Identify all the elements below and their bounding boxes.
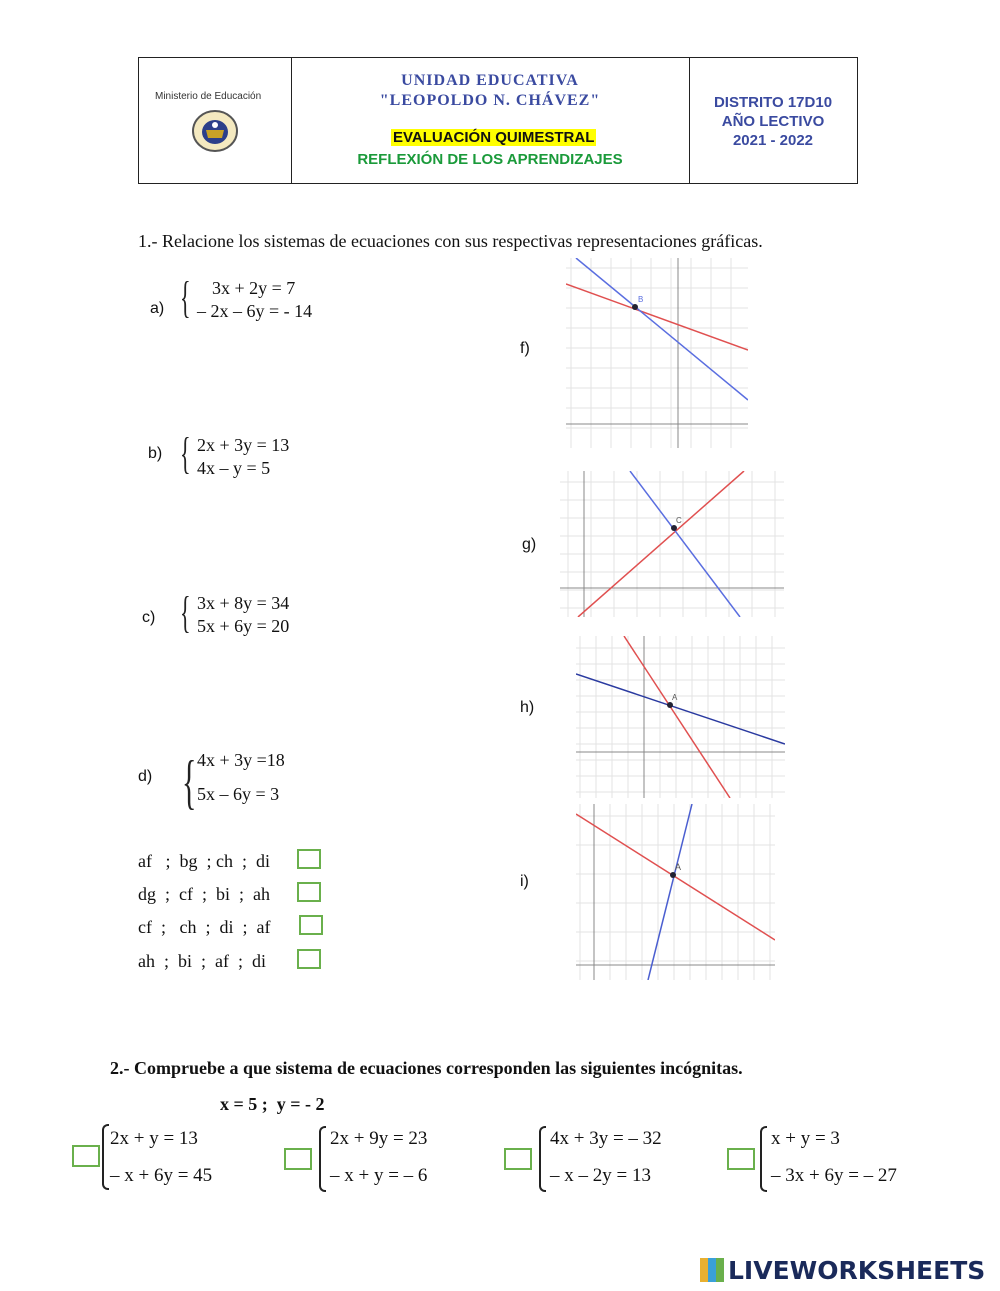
solution-values: [220, 1094, 325, 1115]
system-c-eq1: 3x + 8y = 34: [197, 593, 290, 613]
q2-system-1-brace: [102, 1124, 109, 1190]
option-2-text: dg ; cf ; bi ; ah: [138, 884, 270, 904]
school-seal-logo: [189, 108, 241, 154]
q2-system-4-eq1: x + y = 3: [771, 1128, 840, 1149]
q2-system-3-brace: [539, 1126, 546, 1192]
system-a-eq1: 3x + 2y = 7: [212, 278, 296, 298]
q2-system-1-eq1: 2x + y = 13: [110, 1128, 198, 1149]
q2-system-3-checkbox[interactable]: [504, 1148, 532, 1170]
year-label: AÑO LECTIVO: [721, 113, 825, 130]
graph-h-label: h): [520, 699, 535, 716]
header-table: [138, 57, 858, 184]
q2-system-3-eq1: 4x + 3y = – 32: [550, 1128, 662, 1149]
system-d-brace: {: [182, 749, 197, 815]
graph-g: [560, 471, 784, 617]
graph-g-point: C: [676, 516, 682, 525]
system-b-eq1: 2x + 3y = 13: [197, 435, 290, 455]
system-d-label: d): [138, 768, 153, 785]
q2-system-2-checkbox[interactable]: [284, 1148, 312, 1170]
q2-system-2-eq2: – x + y = – 6: [330, 1165, 428, 1186]
graph-h-point: A: [672, 693, 678, 702]
system-c-label: c): [142, 609, 156, 626]
evaluation-title: EVALUACIÓN QUIMESTRAL: [393, 129, 595, 146]
question-1-prompt: 1.- Relacione los sistemas de ecuaciones con sus respectivas representaciones gráficas.: [138, 231, 763, 251]
liveworksheets-brand[interactable]: LIVEWORKSHEETS: [728, 1256, 986, 1285]
solution-x: x = 5: [220, 1094, 258, 1114]
graph-f-label: f): [520, 340, 530, 357]
option-4-checkbox[interactable]: [297, 949, 321, 969]
reflection-title: REFLEXIÓN DE LOS APRENDIZAJES: [357, 151, 623, 168]
option-1-text: af ; bg ; ch ; di: [138, 851, 270, 871]
system-d-eq2: 5x – 6y = 3: [197, 784, 280, 804]
question-2-prompt: 2.- Compruebe a que sistema de ecuaciones corresponden las siguientes incógnitas.: [110, 1058, 743, 1078]
q2-system-4-brace: [760, 1126, 767, 1192]
system-c-eq2: 5x + 6y = 20: [197, 616, 290, 636]
graph-g-label: g): [522, 536, 537, 553]
header-title-cell: [291, 58, 690, 183]
q2-system-2-brace: [319, 1126, 326, 1192]
graph-f-point: B: [638, 295, 644, 304]
q2-system-4-checkbox[interactable]: [727, 1148, 755, 1170]
graph-i-label: i): [520, 873, 529, 890]
system-c-brace: {: [180, 588, 191, 637]
system-a-eq2: – 2x – 6y = - 14: [197, 301, 313, 321]
option-4-text: ah ; bi ; af ; di: [138, 951, 266, 971]
ministerio-label: Ministerio de Educación: [155, 91, 262, 102]
system-a-brace: {: [180, 273, 191, 322]
option-3-text: cf ; ch ; di ; af: [138, 917, 271, 937]
solution-y: y = - 2: [276, 1094, 325, 1114]
system-a-label: a): [150, 300, 165, 317]
q2-system-1-checkbox[interactable]: [72, 1145, 100, 1167]
graph-f: [566, 258, 748, 448]
graph-i: [576, 804, 775, 980]
liveworksheets-logo-icon: [700, 1258, 724, 1282]
solution-sep: ;: [257, 1094, 277, 1114]
q2-system-2-eq1: 2x + 9y = 23: [330, 1128, 428, 1149]
system-b-brace: {: [180, 429, 191, 478]
header-district-cell: [689, 58, 857, 183]
option-1-checkbox[interactable]: [297, 849, 321, 869]
option-3-checkbox[interactable]: [299, 915, 323, 935]
graph-h: [576, 636, 785, 798]
system-b-label: b): [148, 445, 163, 462]
q2-system-3-eq2: – x – 2y = 13: [550, 1165, 651, 1186]
q2-system-1-eq2: – x + 6y = 45: [110, 1165, 213, 1186]
option-2-checkbox[interactable]: [297, 882, 321, 902]
district-label: DISTRITO 17D10: [713, 94, 833, 111]
system-d-eq1: 4x + 3y =18: [197, 750, 285, 770]
system-b-eq2: 4x – y = 5: [197, 458, 271, 478]
q2-system-4-eq2: – 3x + 6y = – 27: [771, 1165, 897, 1186]
school-year: 2021 - 2022: [732, 132, 814, 149]
graph-i-point: A: [675, 862, 682, 872]
school-name: UNIDAD EDUCATIVA: [401, 72, 579, 89]
header-logo-cell: [139, 58, 292, 183]
school-name-sub: "LEOPOLDO N. CHÁVEZ": [379, 92, 601, 109]
